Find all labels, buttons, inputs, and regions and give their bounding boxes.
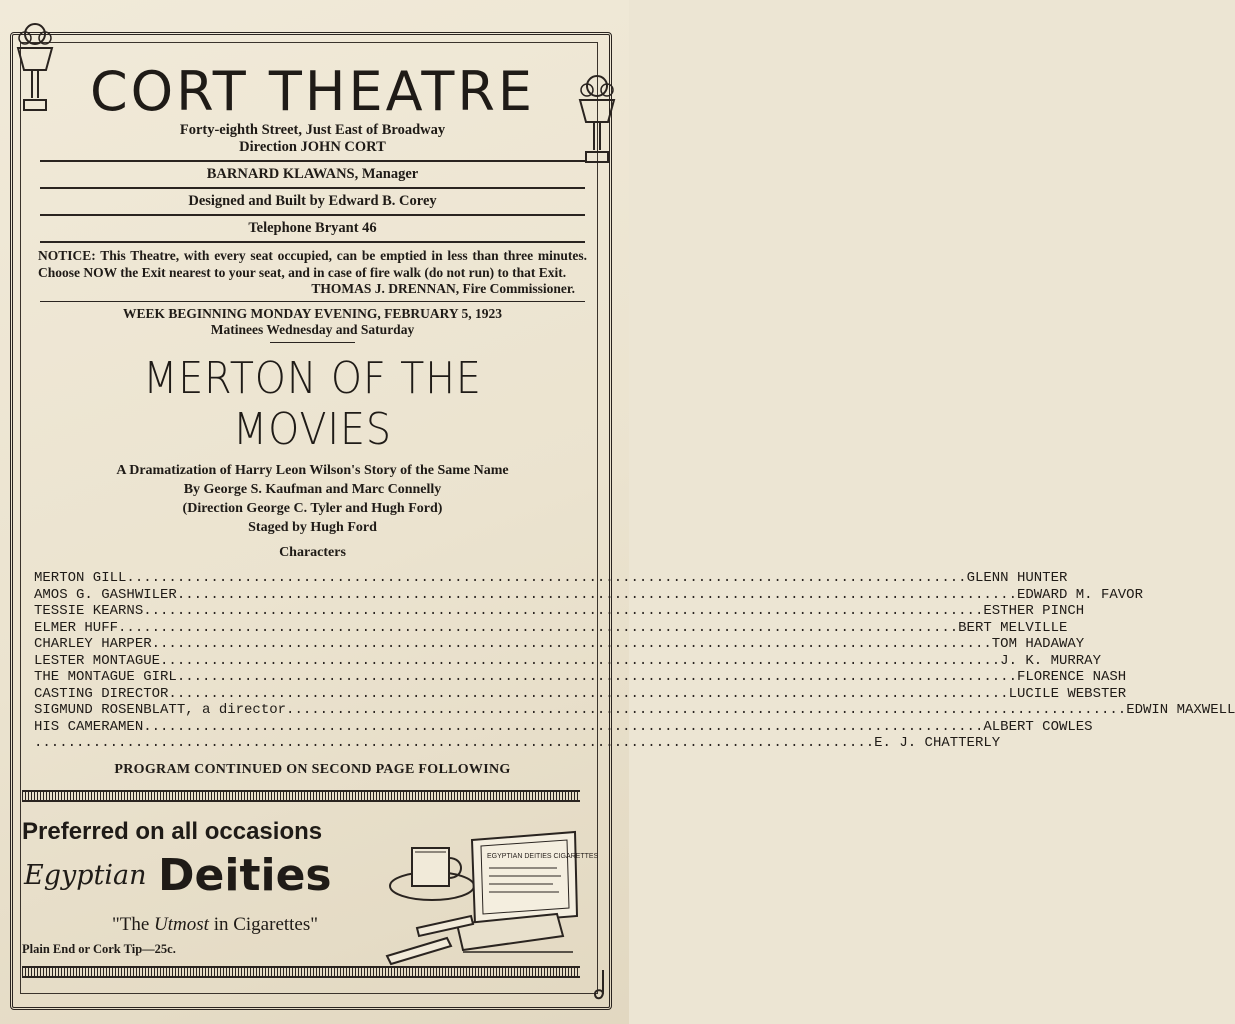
cast-actor: FLORENCE NASH — [1016, 669, 1127, 685]
play-authors: By George S. Kaufman and Marc Connelly — [183, 482, 442, 497]
dot-leader — [177, 587, 1017, 604]
divider — [40, 214, 585, 216]
dot-leader — [118, 620, 958, 637]
cast-row — [34, 685, 1127, 703]
ad-tagline: "The Utmost in Cigarettes" — [112, 914, 319, 935]
cast-role: HIS CAMERAMEN — [34, 718, 144, 735]
cast-row — [34, 636, 1085, 653]
divider — [40, 187, 585, 189]
dot-leader — [152, 636, 992, 653]
cast-row — [34, 570, 1068, 587]
cigarette-advertisement — [22, 808, 599, 973]
short-divider — [270, 342, 355, 343]
cast-row — [34, 619, 1068, 637]
cast-role: LESTER MONTAGUE — [34, 652, 161, 669]
cast-role: AMOS G. GASHWILER — [34, 586, 177, 603]
cast-row — [34, 603, 1085, 620]
dot-leader — [126, 570, 966, 587]
dot-leader — [143, 719, 983, 736]
cast-role: CASTING DIRECTOR — [34, 685, 169, 702]
theatre-manager: BARNARD KLAWANS, Manager — [206, 166, 419, 182]
dot-leader — [286, 702, 1126, 719]
cast-list — [34, 570, 1235, 752]
dot-leader — [160, 653, 1000, 670]
play-staging: Staged by Hugh Ford — [248, 520, 377, 535]
cast-actor: EDWIN MAXWELL — [1126, 702, 1235, 718]
theatre-direction: Direction JOHN CORT — [239, 139, 386, 155]
cast-row — [34, 586, 1143, 604]
cast-actor: ESTHER PINCH — [983, 603, 1085, 619]
ad-headline: Preferred on all occasions — [22, 818, 323, 845]
fire-notice: NOTICE: This Theatre, with every seat occupied, can be emptied in less than three minutes. Choose NOW the Exit nearest to your seat, and in case of fire walk (do not run) to that Exit. — [38, 248, 587, 280]
decorative-band-top — [22, 790, 580, 802]
divider — [40, 301, 585, 302]
cast-actor: TOM HADAWAY — [991, 636, 1085, 652]
dot-leader — [177, 669, 1017, 686]
theatre-telephone: Telephone Bryant 46 — [248, 220, 377, 236]
decorative-band-bottom — [22, 966, 580, 978]
cast-role: ELMER HUFF — [34, 619, 119, 636]
cast-role: CHARLEY HARPER — [34, 636, 152, 652]
cast-role: SIGMUND ROSENBLATT, a director — [34, 702, 287, 718]
ad-brand-deities: Deities — [158, 850, 332, 901]
cast-actor: EDWARD M. FAVOR — [1016, 586, 1143, 603]
cast-row — [34, 702, 1235, 719]
cast-row — [34, 735, 1001, 752]
program-header — [30, 62, 595, 563]
theatre-name: CORT THEATRE — [89, 60, 536, 123]
cast-row — [34, 669, 1127, 686]
play-title: MERTON OF THE MOVIES — [143, 353, 482, 455]
matinees: Matinees Wednesday and Saturday — [210, 322, 415, 337]
dot-leader — [34, 735, 874, 752]
continued-note: PROGRAM CONTINUED ON SECOND PAGE FOLLOWING — [114, 762, 511, 777]
cast-actor: ALBERT COWLES — [983, 718, 1093, 735]
scroll-ornament-icon — [592, 968, 614, 1004]
cigarette-box-illustration-icon — [377, 828, 599, 973]
cast-actor: BERT MELVILLE — [958, 619, 1068, 636]
dot-leader — [143, 603, 983, 620]
ad-brand-egyptian: Egyptian — [24, 860, 147, 891]
characters-heading: Characters — [279, 545, 346, 560]
week-beginning: WEEK BEGINNING MONDAY EVENING, FEBRUARY 5, 1923 — [122, 306, 503, 321]
play-source: A Dramatization of Harry Leon Wilson's Story of the Same Name — [116, 463, 509, 478]
ad-price: Plain End or Cork Tip—25c. — [22, 942, 176, 956]
cast-actor: E. J. CHATTERLY — [874, 735, 1001, 751]
cast-actor: LUCILE WEBSTER — [1008, 685, 1127, 702]
box-label: EGYPTIAN DEITIES CIGARETTES — [487, 853, 599, 860]
cast-row — [34, 718, 1093, 736]
theatre-address: Forty-eighth Street, Just East of Broadway — [179, 122, 446, 138]
theatre-designer: Designed and Built by Edward B. Corey — [188, 193, 437, 209]
divider — [40, 241, 585, 243]
cast-row — [34, 652, 1101, 670]
divider — [40, 160, 585, 162]
cast-actor: J. K. MURRAY — [1000, 652, 1101, 669]
cast-actor: GLENN HUNTER — [966, 570, 1068, 586]
cast-role: TESSIE KEARNS — [34, 603, 144, 619]
play-direction: (Direction George C. Tyler and Hugh Ford) — [182, 501, 443, 516]
cast-role: MERTON GILL — [34, 570, 127, 586]
dot-leader — [168, 686, 1008, 703]
fire-commissioner: THOMAS J. DRENNAN, Fire Commissioner. — [311, 281, 575, 296]
cast-role: THE MONTAGUE GIRL — [34, 669, 177, 685]
